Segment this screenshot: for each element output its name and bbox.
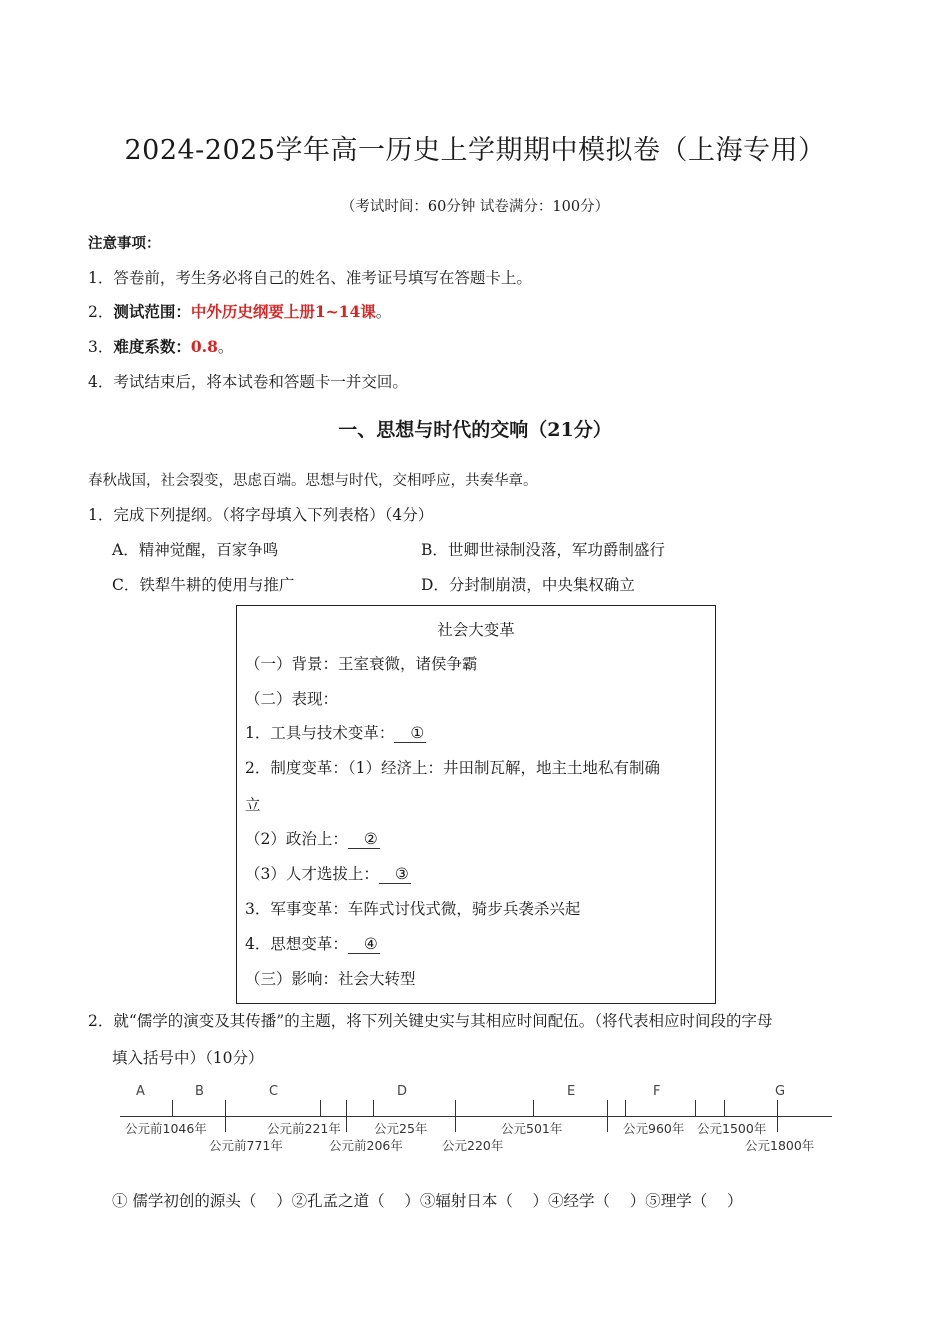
- notice-item-4: 4．考试结束后，将本试卷和答题卡一并交回。: [88, 373, 408, 391]
- notice-item-3-label: 难度系数：: [113, 337, 191, 356]
- notice-item-2-prefix: 2．: [88, 303, 114, 321]
- question-2-answers[interactable]: ① 儒学初创的源头（ ）②孔孟之道（ ）③辐射日本（ ）④经学（ ）⑤理学（ ）: [112, 1192, 743, 1210]
- timeline-tick: [625, 1100, 626, 1116]
- notice-item-3-prefix: 3．: [88, 338, 114, 356]
- timeline-tick: [533, 1100, 534, 1116]
- timeline-label-g: G: [775, 1084, 786, 1099]
- timeline-date: 公元前206年: [329, 1138, 403, 1153]
- blank-2[interactable]: ②: [348, 831, 380, 849]
- timeline-tick: [320, 1100, 321, 1116]
- notice-heading: 注意事项：: [88, 235, 161, 252]
- question-2-stem: 2．就“儒学的演变及其传播”的主题，将下列关键史实与其相应时间配伍。（将代表相应时间段的字母: [88, 1012, 773, 1030]
- notice-item-2-suffix: 。: [375, 303, 392, 321]
- blank-1[interactable]: ①: [394, 725, 426, 743]
- timeline-tick: [346, 1100, 347, 1132]
- timeline-tick: [777, 1100, 778, 1132]
- timeline-label-a: A: [136, 1084, 145, 1099]
- notice-item-2-label: 测试范围：: [113, 302, 191, 321]
- outline-thought-label: 4．思想变革：: [245, 935, 348, 953]
- question-2-stem-cont: 填入括号中）（10分）: [112, 1049, 264, 1067]
- timeline-label-e: E: [567, 1084, 576, 1099]
- timeline-date: 公元220年: [442, 1138, 504, 1153]
- timeline-tick: [225, 1100, 226, 1132]
- outline-political-label: （2）政治上：: [245, 830, 348, 848]
- option-c: C．铁犁牛耕的使用与推广: [112, 576, 295, 594]
- timeline-label-c: C: [269, 1084, 279, 1099]
- section-1-title: 一、思想与时代的交响（21分）: [338, 419, 612, 441]
- exam-subtitle: （考试时间：60分钟 试卷满分：100分）: [340, 199, 610, 215]
- outline-impact: （三）影响：社会大转型: [245, 970, 416, 988]
- timeline-date: 公元25年: [374, 1121, 428, 1136]
- notice-item-3-value: 0.8: [190, 337, 218, 356]
- timeline-tick: [373, 1100, 374, 1116]
- notice-item-1: 1．答卷前，考生务必将自己的姓名、准考证号填写在答题卡上。: [88, 269, 532, 287]
- timeline-axis: [120, 1116, 832, 1117]
- outline-system-change: 2．制度变革：（1）经济上：井田制瓦解，地主土地私有制确: [245, 759, 660, 777]
- option-b: B．世卿世禄制没落，军功爵制盛行: [421, 541, 665, 559]
- timeline-date: 公元前221年: [267, 1121, 341, 1136]
- option-d: D．分封制崩溃，中央集权确立: [421, 576, 635, 594]
- timeline-date: 公元前771年: [209, 1138, 283, 1153]
- blank-3[interactable]: ③: [379, 866, 411, 884]
- outline-talent-label: （3）人才选拔上：: [245, 865, 379, 883]
- timeline-tick: [607, 1100, 608, 1132]
- notice-item-2-value: 中外历史纲要上册1~14课: [190, 302, 376, 321]
- question-1-stem: 1．完成下列提纲。（将字母填入下列表格）（4分）: [88, 506, 434, 524]
- timeline-tick: [695, 1100, 696, 1116]
- outline-system-change-cont: 立: [245, 796, 261, 814]
- timeline-tick: [724, 1100, 725, 1116]
- timeline-date: 公元1500年: [697, 1121, 767, 1136]
- timeline-date: 公元前1046年: [125, 1121, 207, 1136]
- timeline-tick: [455, 1100, 456, 1132]
- timeline-tick: [172, 1100, 173, 1116]
- outline-military: 3．军事变革：车阵式讨伐式微，骑步兵袭杀兴起: [245, 900, 581, 918]
- outline-manifestation: （二）表现：: [245, 690, 339, 708]
- timeline-label-b: B: [195, 1084, 204, 1099]
- timeline-date: 公元501年: [501, 1121, 563, 1136]
- timeline-date: 公元1800年: [745, 1138, 815, 1153]
- option-a: A．精神觉醒，百家争鸣: [112, 541, 279, 559]
- timeline-label-f: F: [653, 1084, 661, 1099]
- outline-background: （一）背景：王室衰微，诸侯争霸: [245, 655, 478, 673]
- exam-title: 2024-2025学年高一历史上学期期中模拟卷（上海专用）: [124, 135, 826, 166]
- timeline-date: 公元960年: [623, 1121, 685, 1136]
- notice-item-3-suffix: 。: [217, 338, 234, 356]
- blank-4[interactable]: ④: [348, 936, 380, 954]
- outline-tool-change-label: 1．工具与技术变革：: [245, 724, 395, 742]
- timeline-label-d: D: [397, 1084, 408, 1099]
- section-1-intro: 春秋战国，社会裂变，思虑百端。思想与时代，交相呼应，共奏华章。: [88, 473, 538, 489]
- outline-title: 社会大变革: [437, 621, 515, 639]
